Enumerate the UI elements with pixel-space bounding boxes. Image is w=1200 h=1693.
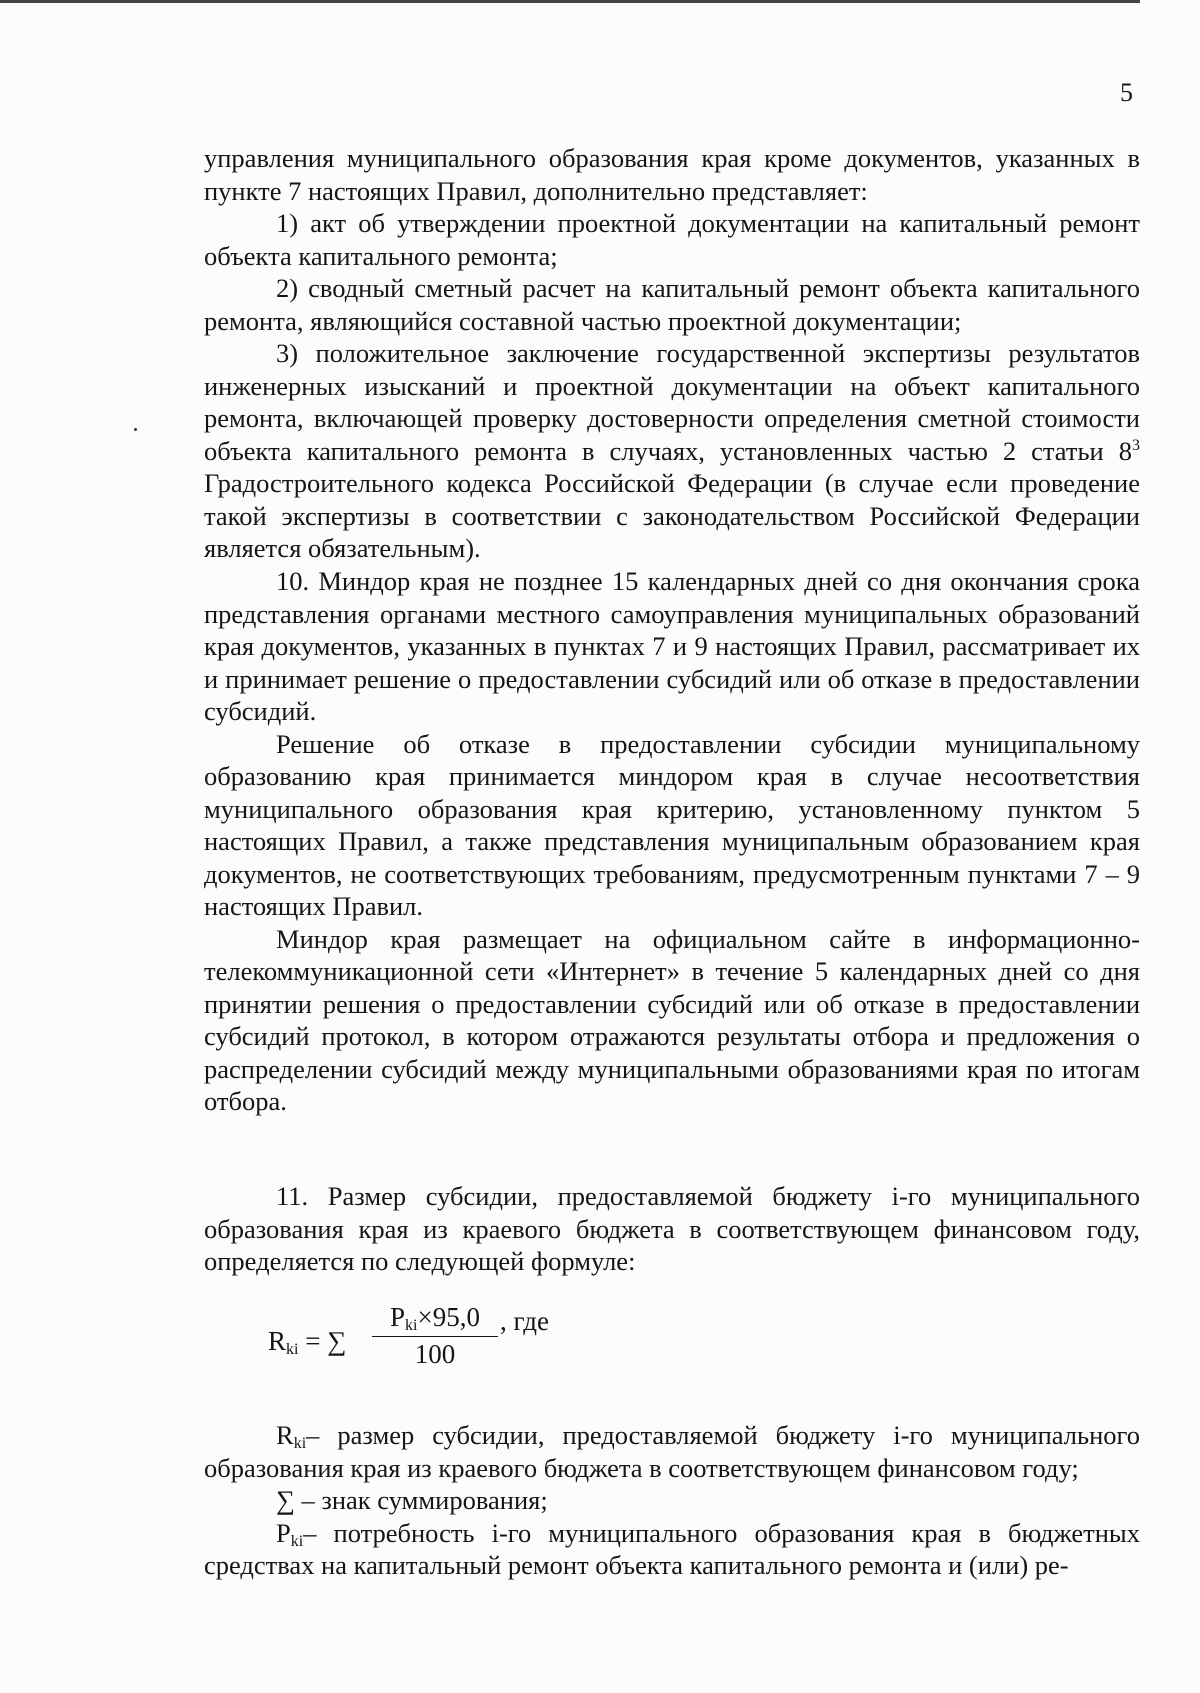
formula-fraction: [372, 1302, 498, 1370]
definition-rki-text: – размер субсидии, предоставляемой бюджету i-го муниципального образования края из краевого бюджета в соответствующем финансовом году;: [204, 1420, 1140, 1483]
definition-pki-symbol: P: [276, 1517, 291, 1548]
list-item-2: 2) сводный сметный расчет на капитальный ремонт объекта капитального ремонта, являющийся составной частью проектной документации;: [204, 273, 1140, 336]
scan-speck: [134, 428, 137, 431]
page-number: 5: [1120, 78, 1133, 107]
formula-r: R: [268, 1326, 287, 1356]
definition-pki-subscript: ki: [290, 1532, 304, 1550]
formula-denominator: 100: [414, 1339, 456, 1369]
point-10-paragraph: 10. Миндор края не позднее 15 календарных дней со дня окончания срока представления органами местного самоуправления муниципальных образований края документов, указанных в пунктах 7 и 9 настоящих Правил, рассматривает их и принимает решение о предоставлении субсидий или об отказе в предоставлении субсидий.: [204, 566, 1140, 726]
formula-p: P: [390, 1302, 406, 1332]
list-item-3-text-end: Градостроительного кодекса Российской Федерации (в случае если проведение такой экспертизы в соответствии с законодательством Российской Федерации является обязательным).: [204, 468, 1140, 563]
formula-where: , где: [500, 1306, 549, 1336]
block-documents-list: [204, 142, 1140, 565]
formula-lhs: [268, 1326, 346, 1357]
scan-edge-line: [0, 0, 1140, 3]
definition-pki-text: – потребность i-го муниципального образования края в бюджетных средствах на капитальный ремонт объекта капитального ремонта и (или) ре-: [204, 1517, 1140, 1580]
block-definitions: [204, 1419, 1140, 1582]
definition-rki-symbol: R: [276, 1420, 294, 1450]
formula-p-subscript: ki: [405, 1317, 418, 1334]
definition-rki: [204, 1419, 1140, 1484]
formula-r-subscript: ki: [286, 1341, 299, 1358]
formula-numerator: [372, 1302, 498, 1337]
formula-equals-sum: = ∑: [298, 1326, 347, 1356]
list-item-1: 1) акт об утверждении проектной документации на капитальный ремонт объекта капитального ремонта;: [204, 208, 1140, 271]
definition-rki-subscript: ki: [293, 1435, 307, 1452]
list-item-3: [204, 337, 1140, 565]
formula-multiplier: ×95,0: [417, 1302, 480, 1332]
publication-paragraph: Миндор края размещает на официальном сайте в информационно-телекоммуникационной сети «Интернет» в течение 5 календарных дней со дня принятии решения о предоставлении субсидий или об отказе в предоставлении субсидий протокол, в котором отражаются результаты отбора и предложения о распределении субсидий между муниципальными образованиями края по итогам отбора.: [204, 923, 1140, 1116]
definition-pki: [204, 1517, 1140, 1582]
list-item-3-text: 3) положительное заключение государственной экспертизы результатов инженерных изысканий и проектной документации на объект капитального ремонта, включающей проверку достоверности определения сметной стоимости объекта капитального ремонта в случаях, установленных частью 2 статьи 8: [204, 338, 1140, 466]
article-superscript: 3: [1132, 436, 1140, 454]
intro-paragraph: управления муниципального образования края кроме документов, указанных в пункте 7 настоящих Правил, дополнительно представляет:: [204, 143, 1140, 206]
block-point-11: [204, 1180, 1140, 1278]
definition-sum: ∑ – знак суммирования;: [276, 1485, 548, 1515]
point-11-paragraph: 11. Размер субсидии, предоставляемой бюджету i-го муниципального образования края из краевого бюджета в соответствующем финансовом году, определяется по следующей формуле:: [204, 1181, 1140, 1276]
block-point-10: [204, 565, 1140, 1118]
refusal-paragraph: Решение об отказе в предоставлении субсидии муниципальному образованию края принимается миндором края в случае несоответствия муниципального образования края критерию, установленному пунктом 5 настоящих Правил, а также представления муниципальным образованием края документов, не соответствующих требованиям, предусмотренным пунктами 7 – 9 настоящих Правил.: [204, 728, 1140, 921]
